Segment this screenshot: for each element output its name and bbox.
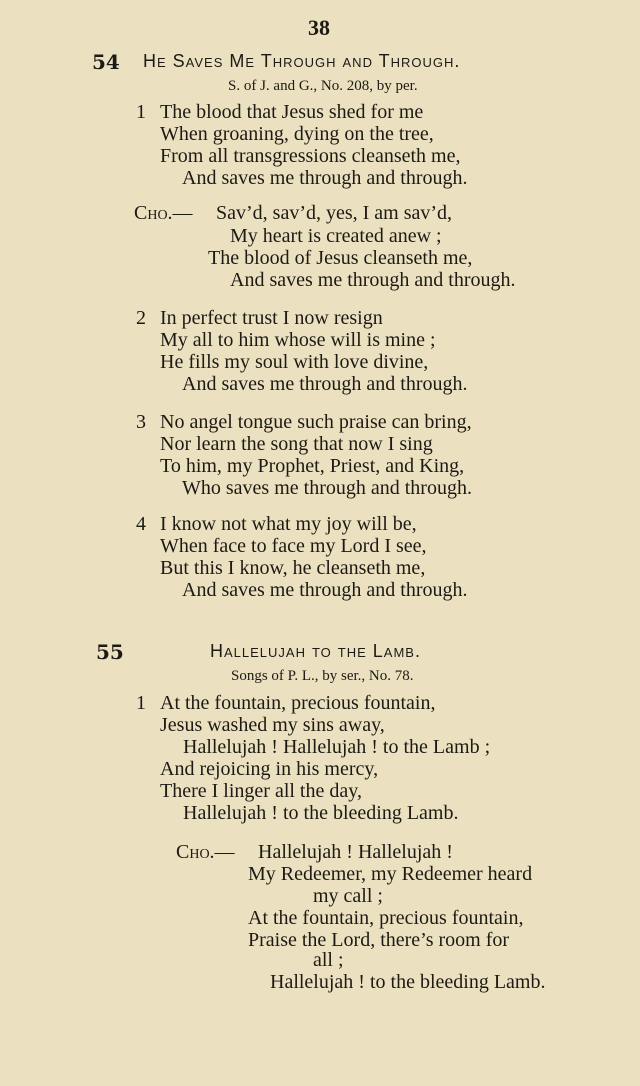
verse-line: But this I know, he cleanseth me, xyxy=(160,557,426,579)
verse-line: And saves me through and through. xyxy=(182,167,468,189)
verse-line: No angel tongue such praise can bring, xyxy=(160,411,472,433)
hymn-attribution: S. of J. and G., No. 208, by per. xyxy=(228,78,418,94)
hymn-attribution: Songs of P. L., by ser., No. 78. xyxy=(231,668,414,684)
chorus-line: all ; xyxy=(313,949,344,971)
page-number: 38 xyxy=(308,15,330,40)
verse-line: The blood that Jesus shed for me xyxy=(160,101,424,123)
verse-line: When face to face my Lord I see, xyxy=(160,535,427,557)
verse-line: My all to him whose will is mine ; xyxy=(160,329,436,351)
verse-number: 1 xyxy=(136,101,146,123)
hymn-number: 55 xyxy=(96,640,124,664)
chorus-line: Praise the Lord, there’s room for xyxy=(248,929,510,951)
chorus-line: At the fountain, precious fountain, xyxy=(248,907,524,929)
chorus-line: My Redeemer, my Redeemer heard xyxy=(248,863,533,885)
verse-line: When groaning, dying on the tree, xyxy=(160,123,434,145)
verse-line: To him, my Prophet, Priest, and King, xyxy=(160,455,465,477)
chorus-line: My heart is created anew ; xyxy=(230,225,442,247)
verse-number: 2 xyxy=(136,307,146,329)
verse-line: There I linger all the day, xyxy=(160,780,362,802)
verse-line: Hallelujah ! Hallelujah ! to the Lamb ; xyxy=(183,736,491,758)
chorus-line: Hallelujah ! Hallelujah ! xyxy=(258,841,453,863)
verse-line: And rejoicing in his mercy, xyxy=(160,758,379,780)
chorus-line: Hallelujah ! to the bleeding Lamb. xyxy=(270,971,546,993)
verse-line: Jesus washed my sins away, xyxy=(160,714,385,736)
hymn-title: He Saves Me Through and Through. xyxy=(143,51,461,71)
verse-number: 1 xyxy=(136,692,146,714)
verse-line: I know not what my joy will be, xyxy=(160,513,417,535)
verse-line: Who saves me through and through. xyxy=(182,477,472,499)
chorus-label: Cho.— xyxy=(176,841,235,863)
verse-line: Nor learn the song that now I sing xyxy=(160,433,433,455)
verse-line: Hallelujah ! to the bleeding Lamb. xyxy=(183,802,459,824)
verse-line: In perfect trust I now resign xyxy=(160,307,383,329)
verse-number: 4 xyxy=(136,513,146,535)
chorus-label: Cho.— xyxy=(134,202,193,224)
chorus-line: my call ; xyxy=(313,885,383,907)
verse-line: From all transgressions cleanseth me, xyxy=(160,145,461,167)
chorus-line: Sav’d, sav’d, yes, I am sav’d, xyxy=(216,202,453,224)
chorus-line: And saves me through and through. xyxy=(230,269,516,291)
verse-line: He fills my soul with love divine, xyxy=(160,351,429,373)
verse-number: 3 xyxy=(136,411,146,433)
verse-line: And saves me through and through. xyxy=(182,373,468,395)
verse-line: At the fountain, precious fountain, xyxy=(160,692,436,714)
verse-line: And saves me through and through. xyxy=(182,579,468,601)
hymn-title: Hallelujah to the Lamb. xyxy=(210,641,421,661)
hymn-number: 54 xyxy=(92,50,120,74)
chorus-line: The blood of Jesus cleanseth me, xyxy=(208,247,473,269)
